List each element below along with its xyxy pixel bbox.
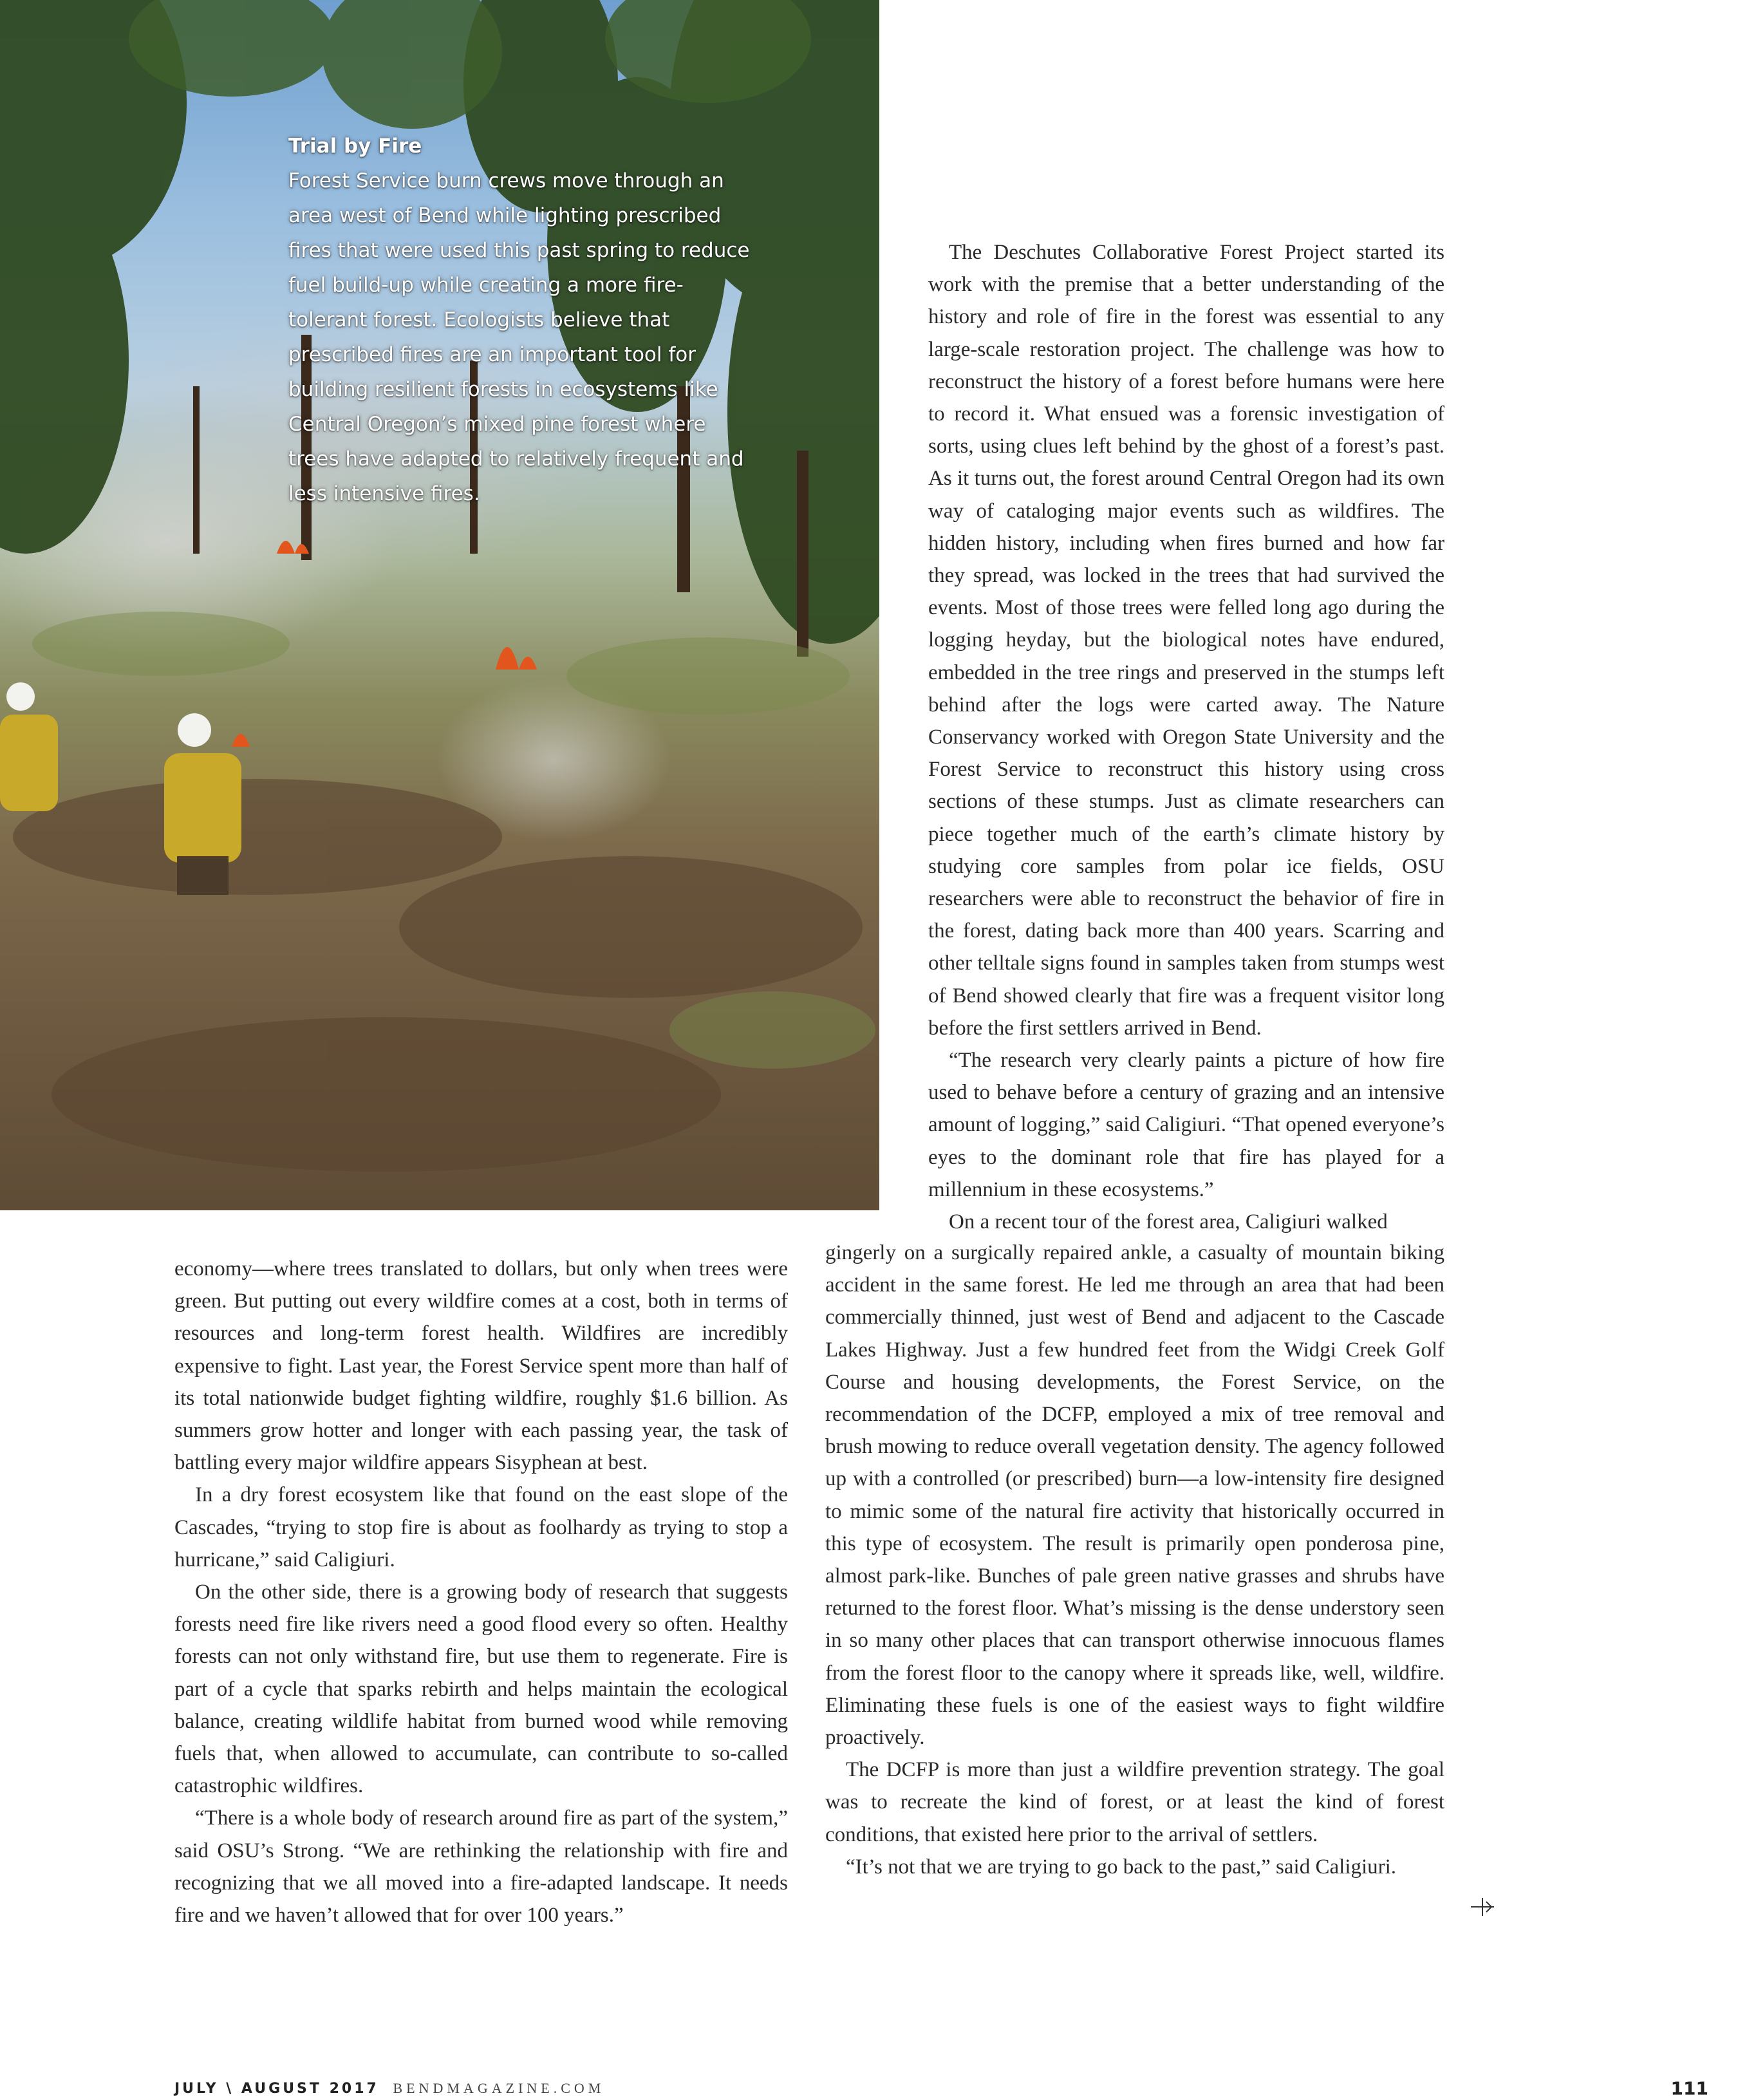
- paragraph: economy—where trees translated to dollars, but only when trees were green. But putting out every wildfire comes at a cost, both in terms of resources and long-term forest health. Wildfires are incredibly expensive to fight. Last year, the Forest Service spent more than half of its total nationwide budget fighting wildfire, roughly $1.6 billion. As summers grow hotter and longer with each passing year, the task of battling every major wildfire appears Sisyphean at best.: [174, 1257, 788, 1475]
- footer-site: BENDMAGAZINE.COM: [393, 2080, 605, 2096]
- page-number: 111: [1670, 2077, 1708, 2099]
- paragraph: “The research very clearly paints a picture of how fire used to behave before a century of grazing and an intensive amount of logging,” said Caligiuri. “That opened everyone’s eyes to the dominant role that fire has played for a millennium in these ecosystems.”: [928, 1049, 1444, 1201]
- right-column-bottom: [825, 1237, 1444, 1883]
- photo-caption: [288, 129, 752, 511]
- paragraph: “It’s not that we are trying to go back to the past,” said Caligiuri.: [846, 1855, 1397, 1879]
- paragraph: On the other side, there is a growing body of research that suggests forests need fire like rivers need a good flood every so often. Healthy forests can not only withstand fire, but use them to regenerate. Fire is part of a cycle that sparks rebirth and helps maintain the ecological balance, creating wildlife habitat from burned wood while removing fuels that, when allowed to accumulate, can contribute to so-called catastrophic wildfires.: [174, 1580, 788, 1798]
- paragraph: On a recent tour of the forest area, Caligiuri walked: [949, 1210, 1388, 1234]
- paragraph: “There is a whole body of research around fire as part of the system,” said OSU’s Strong. “We are rethinking the relationship with fire and recognizing that we all moved into a fire-adapted landscape. It needs fire and we haven’t allowed that for over 100 years.”: [174, 1806, 788, 1927]
- caption-title: Trial by Fire: [288, 135, 422, 158]
- forest-burn-photo: [0, 0, 879, 1210]
- footer-issue: JULY \ AUGUST 2017: [174, 2081, 379, 2097]
- caption-body: Forest Service burn crews move through an area west of Bend while lighting prescribed fires that were used this past spring to reduce fuel build-up while creating a more fire-tolerant forest. Ecologists believe that prescribed fires are an important tool for building resilient forests in ecosystems like Central Oregon’s mixed pine forest where trees have adapted to relatively frequent and less intensive fires.: [288, 169, 750, 505]
- page-footer: [174, 2080, 604, 2097]
- end-of-article-icon: [1470, 1894, 1495, 1920]
- left-column: [174, 1253, 788, 1931]
- paragraph: gingerly on a surgically repaired ankle, a casualty of mountain biking accident in the same forest. He led me through an area that had been commercially thinned, just west of Bend and adjacent to the Cascade Lakes Highway. Just a few hundred feet from the Widgi Creek Golf Course and housing developments, the Forest Service, on the recommendation of the DCFP, employed a mix of tree removal and brush mowing to reduce overall vegetation density. The agency followed up with a controlled (or prescribed) burn—a low-intensity fire designed to mimic some of the natural fire activity that historically occurred in this type of ecosystem. The result is primarily open ponderosa pine, almost park-like. Bunches of pale green native grasses and shrubs have returned to the forest floor. What’s missing is the dense understory seen in so many other places that can transport otherwise innocuous flames from the forest floor to the canopy where it spreads like, well, wildfire. Eliminating these fuels is one of the easiest ways to fight wildfire proactively.: [825, 1241, 1444, 1750]
- right-column-top: [928, 236, 1444, 1238]
- paragraph: The Deschutes Collaborative Forest Project started its work with the premise that a better understanding of the history and role of fire in the forest was essential to any large-scale restoration project. The challenge was how to reconstruct the history of a forest before humans were here to record it. What ensued was a forensic investigation of sorts, using clues left behind by the ghost of a forest’s past. As it turns out, the forest around Central Oregon had its own way of cataloging major events such as wildfires. The hidden history, including when fires burned and how far they spread, was locked in the trees that had survived the events. Most of those trees were felled long ago during the logging heyday, but the biological notes have endured, embedded in the tree rings and preserved in the stumps left behind after the logs were carted away. The Nature Conservancy worked with Oregon State University and the Forest Service to reconstruct this history using cross sections of these stumps. Just as climate researchers can piece together much of the earth’s climate history by studying core samples from polar ice fields, OSU researchers were able to reconstruct the behavior of fire in the forest, dating back more than 400 years. Scarring and other telltale signs found in samples taken from stumps west of Bend showed clearly that fire was a frequent visitor long before the first settlers arrived in Bend.: [928, 241, 1444, 1040]
- paragraph: The DCFP is more than just a wildfire prevention strategy. The goal was to recreate the kind of forest, or at least the kind of forest conditions, that existed here prior to the arrival of settlers.: [825, 1758, 1444, 1846]
- paragraph: In a dry forest ecosystem like that found on the east slope of the Cascades, “trying to stop fire is about as foolhardy as trying to stop a hurricane,” said Caligiuri.: [174, 1483, 788, 1571]
